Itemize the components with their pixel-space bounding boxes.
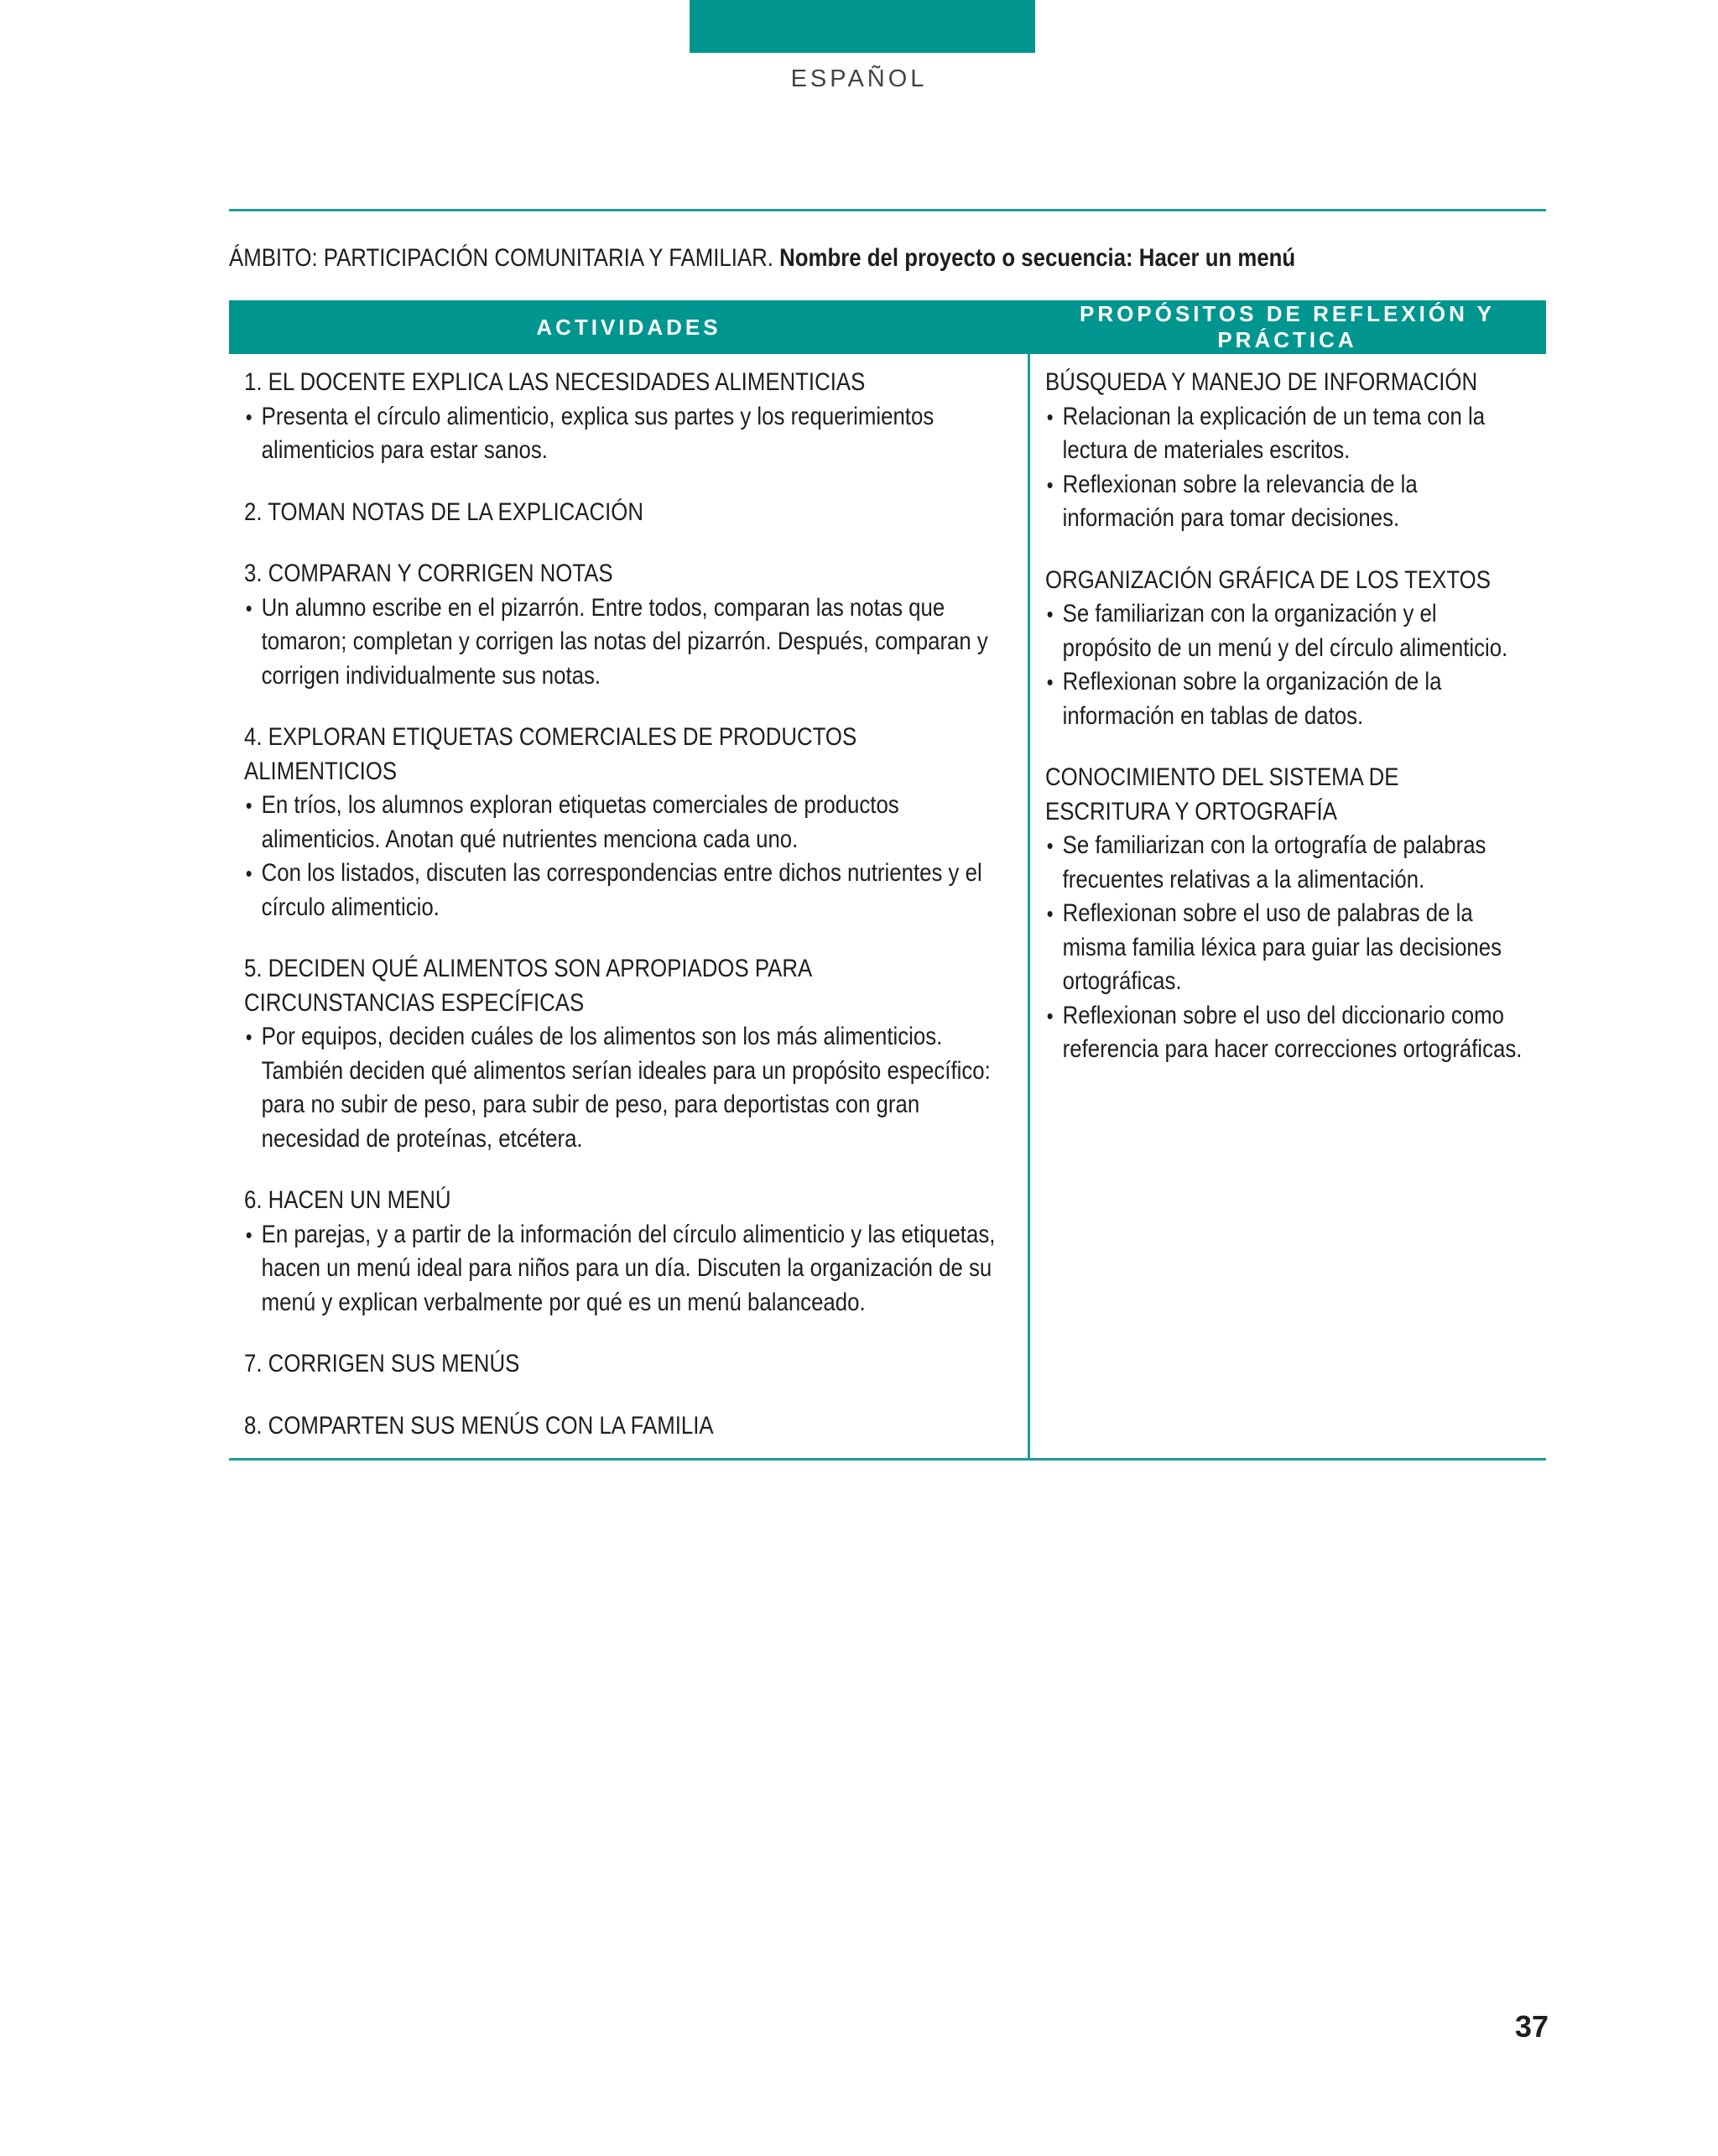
activities-list [244,366,998,1443]
activity-block [244,1347,998,1382]
activity-block [244,721,998,924]
activity-block-title: 3. COMPARAN Y CORRIGEN NOTAS [244,560,613,587]
activity-block [244,557,998,693]
purpose-block-bullets [1045,829,1528,1067]
activity-block [244,366,998,468]
activity-block [244,496,998,530]
activity-block-bullets [244,591,998,694]
ambito-prefix: ÁMBITO: PARTICIPACIÓN COMUNITARIA Y FAMILIAR. [229,244,773,272]
activities-table [229,300,1546,1461]
bullet-item: • En tríos, los alumnos exploran etiquetas comerciales de productos alimenticios. Anotan qué nutrientes menciona cada uno. [244,789,998,857]
purpose-block-title: BÚSQUEDA Y MANEJO DE INFORMACIÓN [1044,368,1477,396]
bullet-item: • Reflexionan sobre la relevancia de la información para tomar decisiones. [1045,468,1528,536]
ambito-line [229,242,1361,275]
project-name: Nombre del proyecto o secuencia: Hacer un menú [779,244,1296,272]
activity-block-bullets [244,1020,998,1156]
activity-block-title: 4. EXPLORAN ETIQUETAS COMERCIALES DE PRODUCTOS ALIMENTICIOS [244,723,857,785]
activities-cell [229,354,1028,1460]
bullet-item: • Por equipos, deciden cuáles de los alimentos son los más alimenticios. También deciden qué alimentos serían ideales para un propósito específico: para no subir de peso, para subir de peso, para deportistas con gran necesidad de proteínas, etcétera. [244,1020,998,1156]
bullet-item: • Reflexionan sobre el uso de palabras de la misma familia léxica para guiar las decisiones ortográficas. [1045,897,1528,999]
page-number: 37 [1514,2009,1549,2044]
activity-block-bullets [244,400,998,468]
header-color-tab [690,0,1035,53]
activities-column-header: ACTIVIDADES [229,300,1028,354]
section-label: ESPAÑOL [790,65,928,92]
purpose-block [1045,761,1528,1067]
activity-block-bullets [244,1218,998,1320]
bullet-item: • Se familiarizan con la ortografía de palabras frecuentes relativas a la alimentación. [1045,829,1528,897]
activity-block-title: 1. EL DOCENTE EXPLICA LAS NECESIDADES ALIMENTICIAS [244,368,866,396]
purpose-block [1045,564,1528,734]
activity-block [244,952,998,1156]
page-content [229,209,1546,1461]
activity-block-title: 6. HACEN UN MENÚ [244,1186,451,1214]
bullet-item: • Reflexionan sobre la organización de la información en tablas de datos. [1045,665,1528,733]
purpose-block [1045,366,1528,536]
bullet-item: • Presenta el círculo alimenticio, explica sus partes y los requerimientos alimenticios para estar sanos. [244,400,998,468]
activity-block-bullets [244,789,998,924]
top-divider [229,209,1546,211]
activity-block-title: 7. CORRIGEN SUS MENÚS [244,1350,520,1377]
bullet-item: • Relacionan la explicación de un tema con la lectura de materiales escritos. [1045,400,1528,468]
activity-block [244,1184,998,1320]
bullet-item: • Reflexionan sobre el uso del diccionario como referencia para hacer correcciones ortográficas. [1045,999,1528,1067]
bullet-item: • En parejas, y a partir de la información del círculo alimenticio y las etiquetas, hacen un menú ideal para niños para un día. Discuten la organización de su menú y explican verbalmente por qué es un menú balanceado. [244,1218,998,1320]
purpose-block-title: ORGANIZACIÓN GRÁFICA DE LOS TEXTOS [1044,565,1491,594]
activity-block-title: 8. COMPARTEN SUS MENÚS CON LA FAMILIA [244,1411,714,1440]
bullet-item: • Un alumno escribe en el pizarrón. Entre todos, comparan las notas que tomaron; completan y corrigen las notas del pizarrón. Después, comparan y corrigen individualmente sus notas. [244,591,998,694]
purposes-column-header: PROPÓSITOS DE REFLEXIÓN Y PRÁCTICA [1028,300,1546,354]
purposes-cell [1028,354,1546,1460]
purpose-block-bullets [1045,597,1528,733]
activity-block-title: 5. DECIDEN QUÉ ALIMENTOS SON APROPIADOS PARA CIRCUNSTANCIAS ESPECÍFICAS [244,955,811,1017]
purpose-block-title: CONOCIMIENTO DEL SISTEMA DE ESCRITURA Y ORTOGRAFÍA [1044,763,1398,825]
bullet-item: • Se familiarizan con la organización y el propósito de un menú y del círculo alimenticio. [1045,597,1528,665]
bullet-item: • Con los listados, discuten las correspondencias entre dichos nutrientes y el círculo alimenticio. [244,857,998,924]
activity-block [244,1409,998,1444]
purposes-list [1045,366,1528,1067]
purpose-block-bullets [1045,400,1528,536]
activity-block-title: 2. TOMAN NOTAS DE LA EXPLICACIÓN [244,497,644,526]
